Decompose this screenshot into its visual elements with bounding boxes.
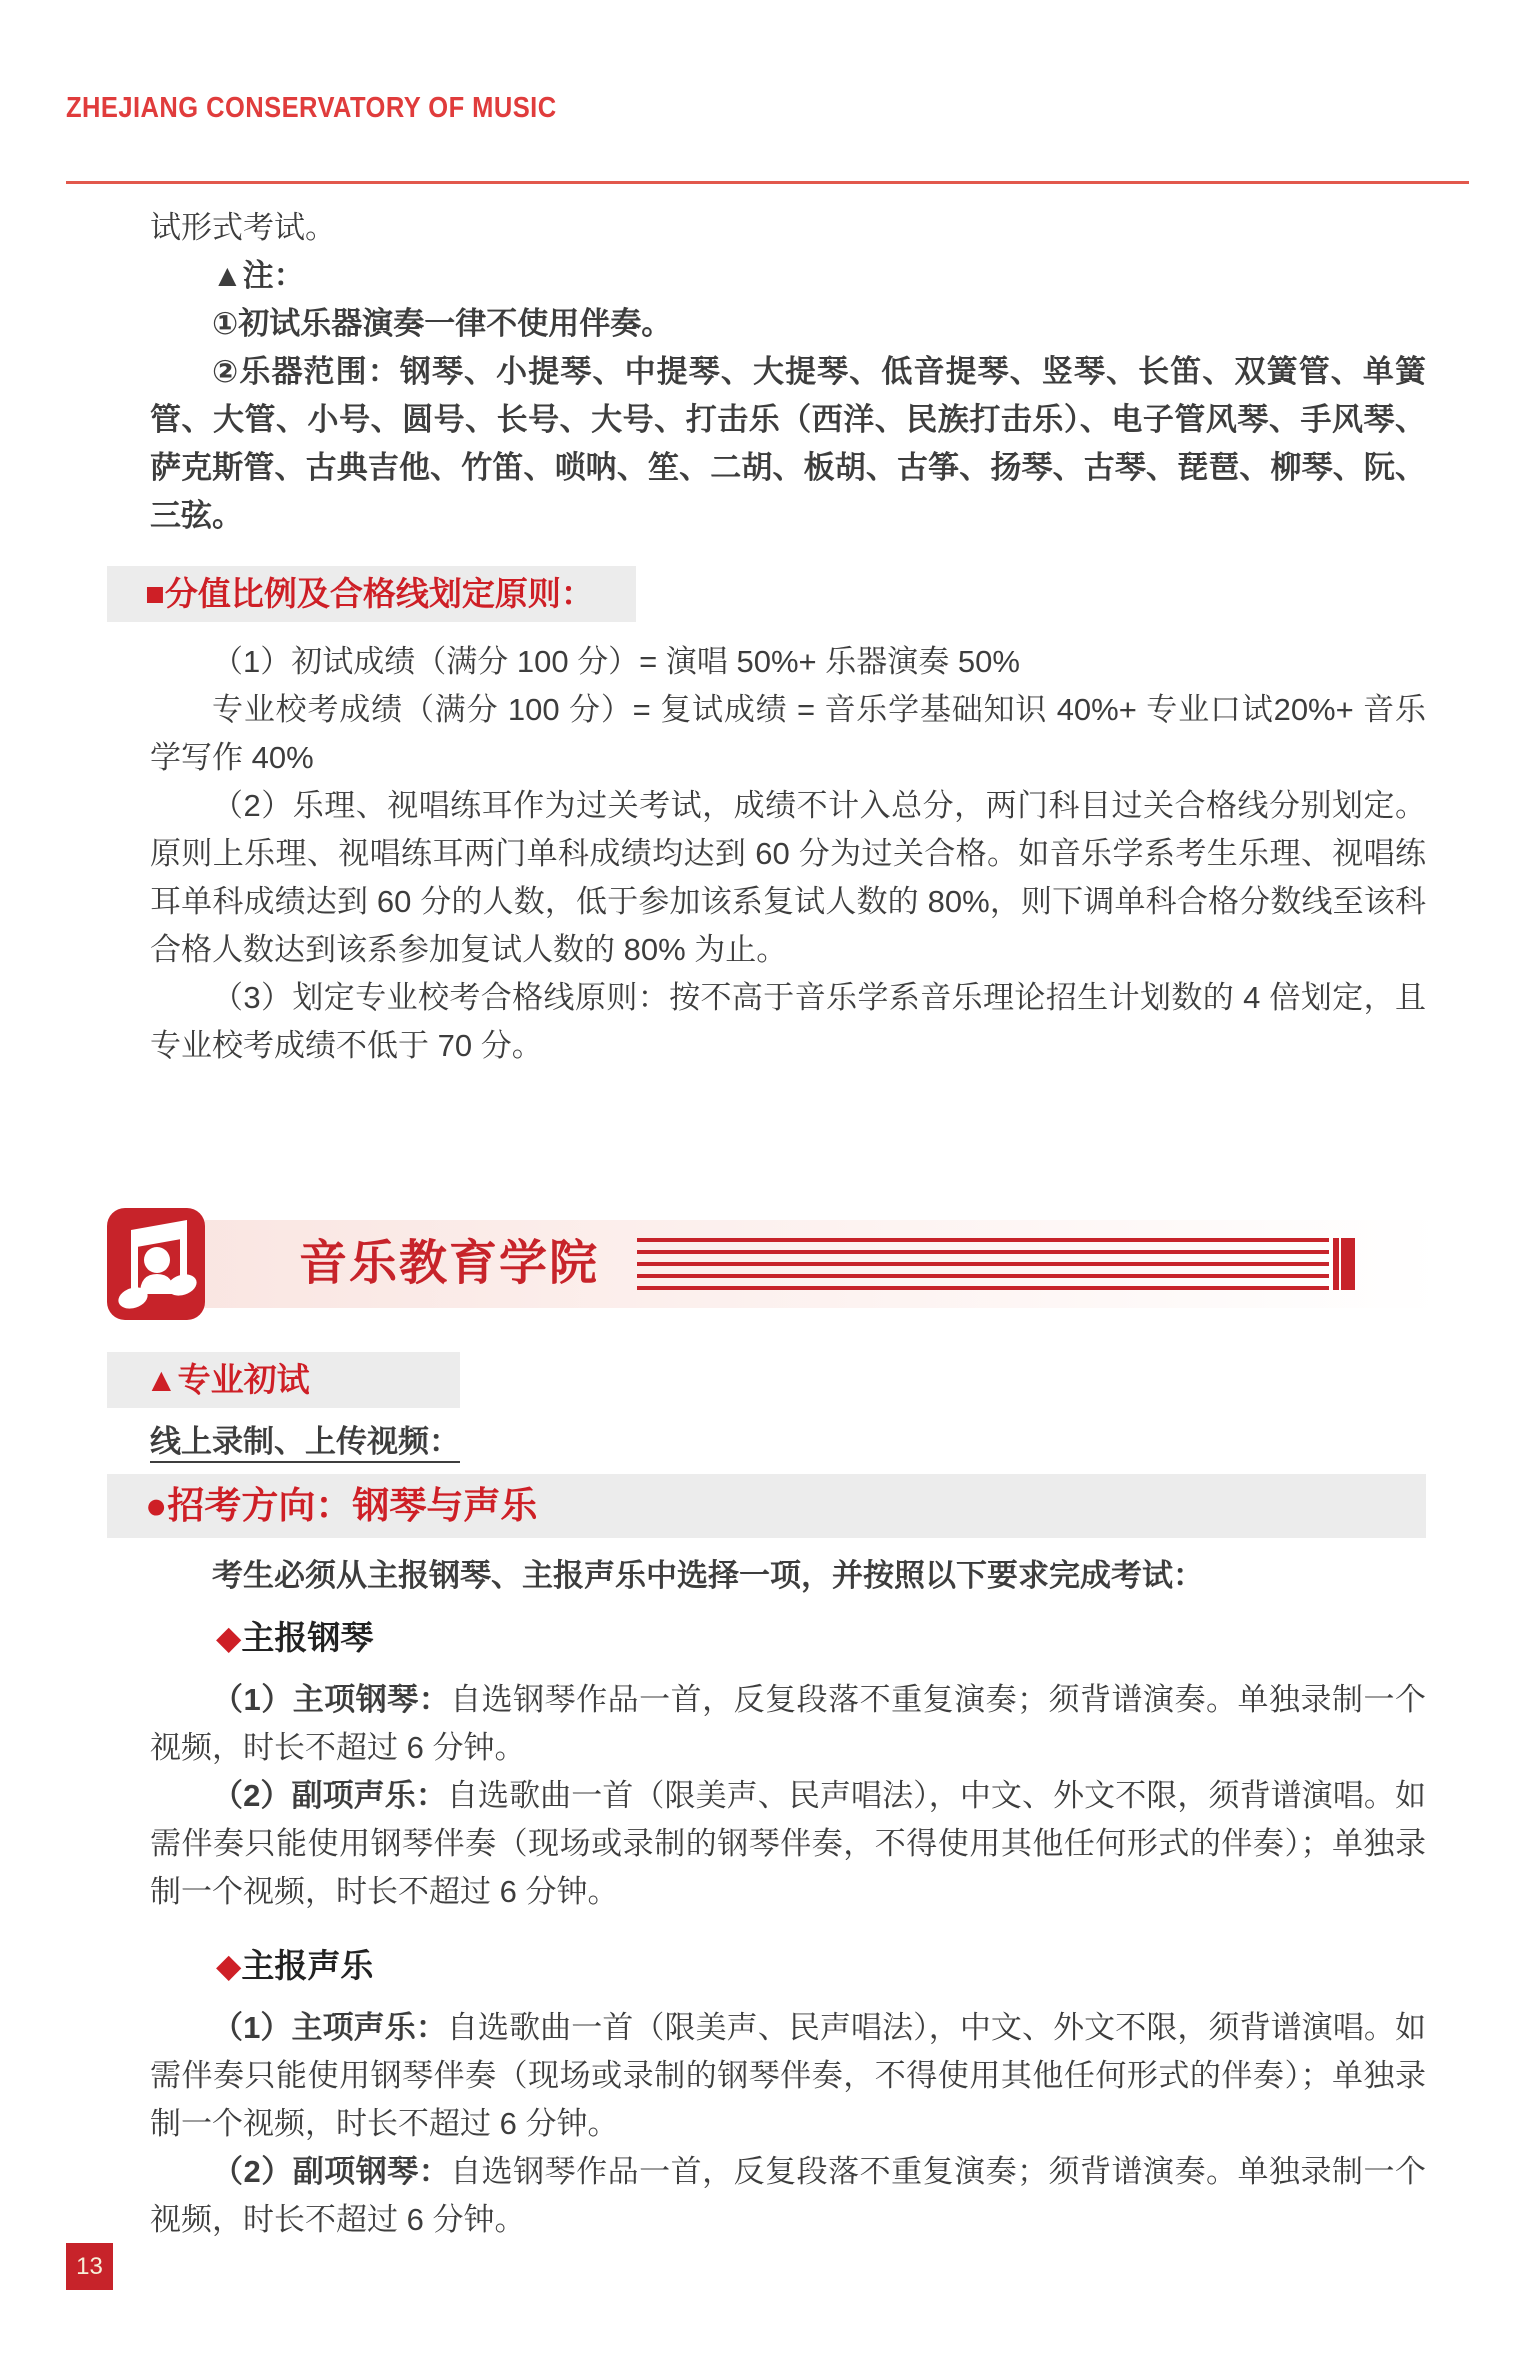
music-note-icon [107,1208,205,1320]
score-rule-paragraph-1a: （1）初试成绩（满分 100 分）= 演唱 50%+ 乐器演奏 50% [212,644,1020,679]
online-recording-note: 线上录制、上传视频： [150,1424,460,1459]
score-rules-heading: ■分值比例及合格线划定原则： [107,566,636,622]
intro-continuation: 试形式考试。 [150,210,336,245]
page-body [145,204,1427,2244]
score-rule-paragraph-2: （2）乐理、视唱练耳作为过关考试，成绩不计入总分，两门科目过关合格线分别划定。原则上乐理、视唱练耳两门单科成绩均达到 60 分为过关合格。如音乐学系考生乐理、视唱练耳单科成绩达到 60 分的人数，低于参加该系复试人数的 80%，则下调单科合格分数线至该科合格人数达到该系参加复试人数的 80% 为止。 [150,788,1426,967]
brand-header: ZHEJIANG CONSERVATORY OF MUSIC [66,92,557,124]
note-item-2: ②乐器范围：钢琴、小提琴、中提琴、大提琴、低音提琴、竖琴、长笛、双簧管、单簧管、大管、小号、圆号、长号、大号、打击乐（西洋、民族打击乐）、电子管风琴、手风琴、萨克斯管、古典吉他、竹笛、唢呐、笙、二胡、板胡、古筝、扬琴、古琴、琵琶、柳琴、阮、三弦。 [150,354,1426,533]
staff-lines-decoration [637,1238,1355,1290]
direction-heading: ●招考方向：钢琴与声乐 [107,1474,1426,1538]
diamond-icon: ◆ [216,1619,242,1656]
vocal-item-2: （2）副项钢琴：自选钢琴作品一首，反复段落不重复演奏；须背谱演奏。单独录制一个视频，时长不超过 6 分钟。 [150,2154,1426,2237]
staff-thin-barline [1333,1238,1339,1290]
note-label: ▲注： [212,258,305,293]
piano-major-heading: ◆主报钢琴 [216,1619,374,1656]
initial-exam-heading: ▲专业初试 [107,1352,460,1408]
note-item-1: ①初试乐器演奏一律不使用伴奏。 [212,306,673,341]
piano-item-2: （2）副项声乐：自选歌曲一首（限美声、民声唱法），中文、外文不限，须背谱演唱。如需伴奏只能使用钢琴伴奏（现场或录制的钢琴伴奏，不得使用其他任何形式的伴奏）；单独录制一个视频，时长不超过 6 分钟。 [150,1778,1427,1909]
page-number-badge: 13 [66,2243,113,2290]
header-divider [66,181,1469,184]
diamond-icon: ◆ [216,1947,242,1984]
score-rule-paragraph-1b: 专业校考成绩（满分 100 分）= 复试成绩 = 音乐学基础知识 40%+ 专业口试20%+ 音乐学写作 40% [150,692,1426,775]
staff-thick-barline [1341,1238,1355,1290]
staff-lines [637,1238,1329,1290]
college-banner [107,1208,1440,1320]
score-rule-paragraph-3: （3）划定专业校考合格线原则：按不高于音乐学系音乐理论招生计划数的 4 倍划定，且专业校考成绩不低于 70 分。 [150,980,1426,1063]
college-name: 音乐教育学院 [299,1237,600,1290]
requirement-intro: 考生必须从主报钢琴、主报声乐中选择一项，并按照以下要求完成考试： [212,1558,1204,1593]
vocal-item-1: （1）主项声乐：自选歌曲一首（限美声、民声唱法），中文、外文不限，须背谱演唱。如需伴奏只能使用钢琴伴奏（现场或录制的钢琴伴奏，不得使用其他任何形式的伴奏）；单独录制一个视频，时长不超过 6 分钟。 [150,2010,1427,2141]
piano-item-1: （1）主项钢琴：自选钢琴作品一首，反复段落不重复演奏；须背谱演奏。单独录制一个视频，时长不超过 6 分钟。 [150,1682,1426,1765]
vocal-major-heading: ◆主报声乐 [216,1947,374,1984]
